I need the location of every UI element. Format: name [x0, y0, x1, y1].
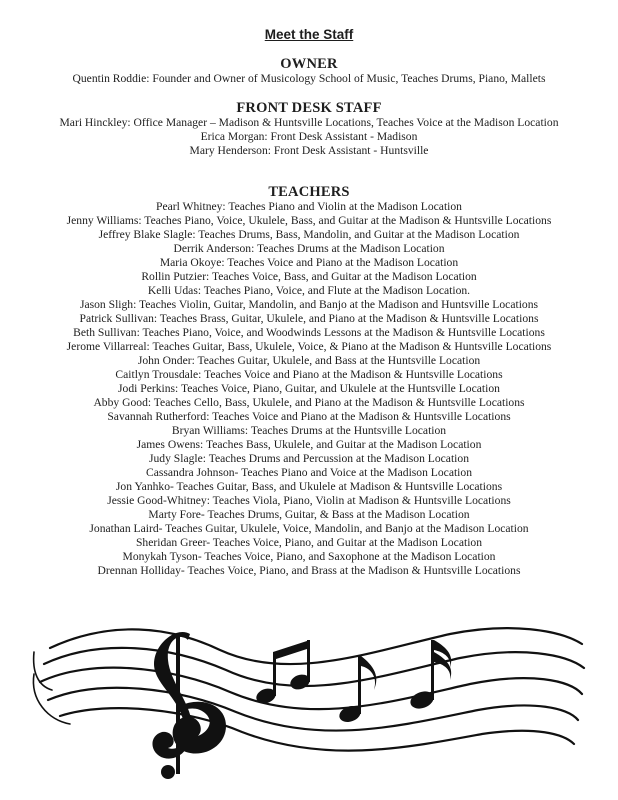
teacher-line: Beth Sullivan: Teaches Piano, Voice, and Woodwinds Lessons at the Madison & Huntsville Locations: [73, 326, 545, 339]
teacher-line: Bryan Williams: Teaches Drums at the Huntsville Location: [171, 424, 447, 437]
music-staff-with-treble-clef-and-notes-icon: [30, 612, 590, 792]
front-desk-heading: FRONT DESK STAFF: [236, 100, 382, 116]
teacher-line: Savannah Rutherford: Teaches Voice and Piano at the Madison & Huntsville Locations: [107, 410, 511, 423]
teacher-line: Pearl Whitney: Teaches Piano and Violin at the Madison Location: [156, 200, 462, 213]
teacher-line: Jeffrey Blake Slagle: Teaches Drums, Bass, Mandolin, and Guitar at the Madison Location: [98, 228, 520, 241]
teachers-list: [0, 200, 618, 578]
teacher-line: Monykah Tyson- Teaches Voice, Piano, and Saxophone at the Madison Location: [122, 550, 496, 563]
teacher-line: Jon Yanhko- Teaches Guitar, Bass, and Ukulele at Madison & Huntsville Locations: [115, 480, 503, 493]
teacher-line: Drennan Holliday- Teaches Voice, Piano, and Brass at the Madison & Huntsville Locations: [97, 564, 521, 577]
teacher-line: James Owens: Teaches Bass, Ukulele, and Guitar at the Madison Location: [136, 438, 482, 451]
page-title: Meet the Staff: [264, 27, 354, 42]
teacher-line: Judy Slagle: Teaches Drums and Percussion at the Madison Location: [149, 452, 469, 465]
teacher-line: Kelli Udas: Teaches Piano, Voice, and Flute at the Madison Location.: [147, 284, 471, 297]
teacher-line: Caitlyn Trousdale: Teaches Voice and Piano at the Madison & Huntsville Locations: [115, 368, 503, 381]
front-desk-staff-line: Erica Morgan: Front Desk Assistant - Madison: [200, 130, 418, 143]
teacher-line: Jenny Williams: Teaches Piano, Voice, Ukulele, Bass, and Guitar at the Madison & Huntsville Locations: [66, 214, 552, 227]
teacher-line: Jessie Good-Whitney: Teaches Viola, Piano, Violin at Madison & Huntsville Locations: [107, 494, 511, 507]
teacher-line: Marty Fore- Teaches Drums, Guitar, & Bass at the Madison Location: [148, 508, 470, 521]
teacher-line: Jerome Villarreal: Teaches Guitar, Bass, Ukulele, Voice, & Piano at the Madison & Huntsville Locations: [66, 340, 552, 353]
teacher-line: Jason Sligh: Teaches Violin, Guitar, Mandolin, and Banjo at the Madison and Huntsville Locations: [79, 298, 539, 311]
teacher-line: Jodi Perkins: Teaches Voice, Piano, Guitar, and Ukulele at the Huntsville Location: [118, 382, 500, 395]
teacher-line: Derrik Anderson: Teaches Drums at the Madison Location: [173, 242, 445, 255]
teacher-line: Cassandra Johnson- Teaches Piano and Voice at the Madison Location: [146, 466, 472, 479]
teachers-heading: TEACHERS: [268, 184, 350, 200]
front-desk-staff-line: Mari Hinckley: Office Manager – Madison & Huntsville Locations, Teaches Voice at the Madison Location: [59, 116, 559, 129]
teacher-line: John Onder: Teaches Guitar, Ukulele, and Bass at the Huntsville Location: [137, 354, 481, 367]
teacher-line: Maria Okoye: Teaches Voice and Piano at the Madison Location: [159, 256, 459, 269]
teacher-line: Abby Good: Teaches Cello, Bass, Ukulele, and Piano at the Madison & Huntsville Locations: [93, 396, 525, 409]
owner-line: Quentin Roddie: Founder and Owner of Musicology School of Music, Teaches Drums, Piano, Mallets: [72, 72, 546, 85]
teacher-line: Jonathan Laird- Teaches Guitar, Ukulele, Voice, Mandolin, and Banjo at the Madison Location: [89, 522, 529, 535]
teacher-line: Patrick Sullivan: Teaches Brass, Guitar, Ukulele, and Piano at the Madison & Huntsville Locations: [79, 312, 539, 325]
front-desk-staff-line: Mary Henderson: Front Desk Assistant - Huntsville: [189, 144, 429, 157]
owner-heading: OWNER: [280, 56, 338, 72]
teacher-line: Rollin Putzier: Teaches Voice, Bass, and Guitar at the Madison Location: [141, 270, 477, 283]
front-desk-list: [0, 116, 618, 158]
teacher-line: Sheridan Greer- Teaches Voice, Piano, and Guitar at the Madison Location: [135, 536, 483, 549]
